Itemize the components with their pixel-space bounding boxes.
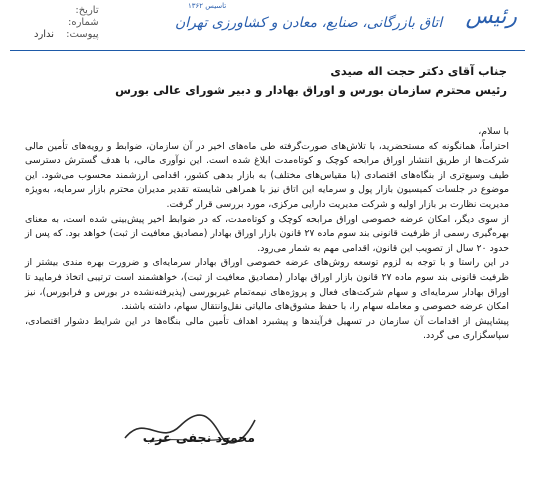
date-label: تاریخ: [75,5,99,16]
paragraph-2: از سوی دیگر، امکان عرضه خصوصی اوراق مرابحه کوچک و کوتاه‌مدت، که در ضوابط اخیر پیش‌بینی شده است، به معنای بهره‌گیری رسمی از ظرفیت قانونی بند سوم ماده ۲۷ قانون بازار اوراق بهادار (مصادیق معافیت از ثبت) خواهد بود. که پس از حدود ۲۰ سال از تصویب این قانون، اقدامی مهم به شمار می‌رود. [25,213,509,254]
date-row [34,5,99,17]
title-label: رئیس [465,4,517,29]
recipient-title: رئیس محترم سازمان بورس و اوراق بهادار و دبیر شورای عالی بورس [115,83,507,97]
founded-line: تاسیس ۱۳۶۲ [188,2,227,10]
number-label: شماره: [67,17,99,28]
attachment-value: ندارد [34,29,55,40]
letterhead [0,0,535,52]
letter-meta [34,5,99,41]
recipient-block [27,62,507,100]
attachment-row [34,29,99,41]
letter-body [25,125,509,344]
paragraph-3: در این راستا و با توجه به لزوم توسعه روش‌های عرضه خصوصی اوراق بهادار سرمایه‌ای و ضرورت بهره مندی بیشتر از ظرفیت قانونی بند سوم ماده ۲۷ قانون بازار اوراق بهادار (مصادیق معافیت از ثبت)، خواهشمند است ترتیبی اتخاذ فرمایید تا اوراق بهادار سرمایه‌ای و سهام شرکت‌های فعال و پروژه‌های نیمه‌تمام غیربورسی (پذیرفته‌نشده در بورس و فرابورس)، نیز امکان عرضه خصوصی و معامله سهام را، با حفظ مشوق‌های مالیاتی نقل‌وانتقال سهام، داشته باشند. [25,257,510,313]
header-divider [10,50,525,51]
salutation: با سلام، [478,126,509,137]
recipient-name: جناب آقای دکتر حجت اله صیدی [330,64,507,78]
signatory-name: محمود نجفی عرب [142,430,255,445]
number-row [34,17,99,29]
paragraph-1: احتراماً، همانگونه که مستحضرید، با تلاش‌های صورت‌گرفته طی ماه‌های اخیر در آن سازمان، ضوابط و رویه‌های تأمین مالی شرکت‌ها از طریق انتشار اوراق مرابحه کوچک و کوتاه‌مدت ابلاغ شده است. این نوآوری مالی، با هدف گسترش دسترسی طیف وسیع‌تری از بنگاه‌های اقتصادی (با مقیاس‌های مختلف) به بازار بدهی کشور، اقدامی ارزشمند محسوب می‌شود. این موضوع در جلسات کمیسیون بازار پول و سرمایه این اتاق نیز با همراهی شایسته تقدیر مدیران محترم بازار سرمایه، به‌ویژه مدیریت نظارت بر بازار اولیه و شرکت مدیریت دارایی مرکزی، مورد بررسی قرار گرفت. [25,140,509,210]
chamber-name: اتاق بازرگانی، صنایع، معادن و کشاورزی تهران [175,15,443,31]
paragraph-4: پیشاپیش از اقدامات آن سازمان در تسهیل فرآیندها و پیشبرد اهداف تأمین مالی بنگاه‌ها در این شرایط دشوار اقتصادی، سپاسگزاری می گردد. [25,315,509,342]
attachment-label: پیوست: [66,29,99,40]
